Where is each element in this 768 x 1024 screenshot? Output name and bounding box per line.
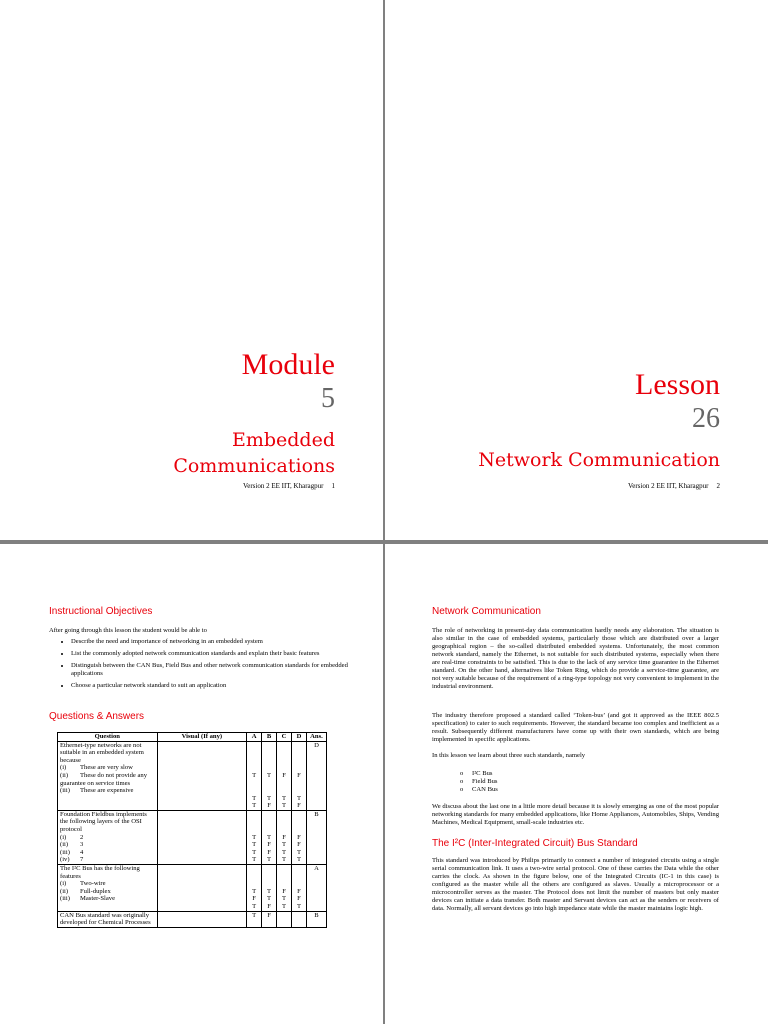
module-number: 5: [321, 383, 335, 414]
truth-value: T: [282, 895, 287, 903]
page-number: 1: [331, 482, 335, 490]
spacer: [264, 865, 274, 888]
module-title: Module: [241, 348, 335, 381]
truth-value: T: [252, 848, 257, 856]
truth-value: F: [297, 841, 301, 849]
qa-table: [57, 732, 327, 928]
network-para-4: We discuss about the last one in a little more detail because it is slowly emerging as one of the most popular networking standards for many embedded applications, like Home Appliances, Automobiles, Ships, Vending Machines, Medical Equipment, small-scale industries etc.: [432, 803, 719, 826]
question-text: Foundation Fieldbus implements the following layers of the OSI protocol: [60, 810, 147, 833]
question-cell: [58, 911, 158, 927]
truth-value: T: [267, 833, 272, 841]
option-text: These are expensive: [80, 787, 134, 795]
objective-item: • List the commonly adopted network communication standards and explain their basic features: [71, 650, 361, 658]
truth-value: F: [282, 887, 286, 895]
question-option: [60, 772, 155, 787]
question-option: [60, 880, 155, 888]
page-1: [0, 0, 383, 540]
truth-value: F: [282, 833, 286, 841]
truth-value: T: [252, 794, 257, 802]
module-subtitle: [173, 427, 335, 479]
question-text: The I²C Bus has the following features: [60, 864, 140, 880]
truth-value: T: [282, 902, 287, 910]
page-footer: [620, 482, 720, 490]
option-label: (i): [60, 764, 67, 772]
truth-value: T: [282, 841, 287, 849]
spacer: [264, 742, 274, 772]
truth-cell: [277, 911, 292, 927]
answer-cell: D: [306, 741, 326, 810]
truth-value: T: [252, 802, 257, 810]
option-label: (iii): [60, 895, 70, 903]
truth-value: F: [252, 895, 256, 903]
truth-value: T: [267, 856, 272, 864]
module-subtitle-line1: Embedded: [231, 429, 335, 451]
list-item: o Field Bus: [472, 778, 498, 786]
lesson-number: 26: [692, 403, 720, 434]
option-text: Two-wire: [80, 880, 106, 888]
truth-value: T: [252, 856, 257, 864]
truth-value: T: [282, 802, 287, 810]
truth-value: T: [252, 771, 257, 779]
spacer: [249, 865, 259, 888]
visual-cell: [157, 810, 247, 864]
objective-item: • Distinguish between the CAN Bus, Field Bus and other network communication standards for embedded applications: [71, 662, 361, 678]
truth-value: F: [282, 771, 286, 779]
objectives-list: [49, 638, 361, 694]
visual-cell: [157, 864, 247, 911]
col-header: C: [277, 733, 292, 742]
truth-cell: [262, 864, 277, 911]
truth-value: T: [282, 848, 287, 856]
option-text: Master-Slave: [80, 895, 116, 903]
truth-value: T: [252, 902, 257, 910]
truth-value: F: [267, 902, 271, 910]
module-subtitle-line2: Communications: [173, 455, 335, 477]
answer-cell: B: [306, 911, 326, 927]
list-item: o CAN Bus: [472, 786, 498, 794]
answer-cell: A: [306, 864, 326, 911]
objective-item: • Choose a particular network standard to suit an application: [71, 682, 361, 690]
col-header: Ans.: [306, 733, 326, 742]
truth-cell: [247, 864, 262, 911]
truth-value: F: [297, 802, 301, 810]
footer-text: Version 2 EE IIT, Kharagpur: [627, 482, 709, 490]
truth-cell: [247, 741, 262, 810]
truth-value: F: [267, 841, 271, 849]
option-text: Full-duplex: [80, 887, 111, 895]
network-para-1: The role of networking in present-day data communication hardly needs any elaboration. The situation is also similar in the case of embedded systems, particularly those which are distributed over a larger geographical region – the so-called distributed embedded systems. Unfortunately, the most common network standard, namely the Ethernet, is not suitable for such distributed systems, especially when there are real-time constraints to be satisfied. This is due to the lack of any service time guarantee in the Ethernet standard. On the other hand, alternatives like Token Ring, which do provide a service-time guarantee, are not very suitable because of the requirement of a ring-type topology not very convenient to implement in the industrial environment.: [432, 627, 719, 690]
truth-cell: [277, 810, 292, 864]
spacer: [279, 811, 289, 834]
truth-value: T: [267, 887, 272, 895]
qa-heading: Questions & Answers: [49, 711, 145, 722]
visual-cell: [157, 911, 247, 927]
question-option: [60, 849, 155, 857]
col-header: A: [247, 733, 262, 742]
footer-text: Version 2 EE IIT, Kharagpur: [242, 482, 324, 490]
page-footer: [235, 482, 335, 490]
list-item: o I²C Bus: [472, 770, 498, 778]
network-heading: Network Communication: [432, 606, 541, 617]
question-text: Ethernet-type networks are not suitable in an embedded system because: [60, 741, 144, 764]
option-label: (ii): [60, 887, 69, 895]
option-text: 7: [80, 856, 84, 864]
truth-value: F: [267, 848, 271, 856]
spacer: [279, 865, 289, 888]
table-header-row: [58, 733, 327, 742]
option-label: (iv): [60, 856, 70, 864]
option-label: (iii): [60, 787, 70, 795]
option-text: 3: [80, 841, 84, 849]
table-row: [58, 741, 327, 810]
option-text: 4: [80, 848, 84, 856]
lesson-subtitle: Network Communication: [478, 449, 720, 471]
truth-cell: [277, 864, 292, 911]
spacer: [249, 742, 259, 772]
truth-cell: [292, 864, 307, 911]
network-para-3: In this lesson we learn about three such standards, namely: [432, 752, 586, 759]
page-2: [385, 0, 768, 540]
option-label: (i): [60, 880, 67, 888]
visual-cell: [157, 741, 247, 810]
truth-value: T: [296, 848, 301, 856]
objective-item: • Describe the need and importance of networking in an embedded system: [71, 638, 361, 646]
truth-value: T: [267, 794, 272, 802]
i2c-heading: The I²C (Inter-Integrated Circuit) Bus Standard: [432, 838, 638, 849]
answer-cell: B: [306, 810, 326, 864]
truth-value: F: [267, 911, 271, 919]
spacer: [249, 811, 259, 834]
col-header: B: [262, 733, 277, 742]
spacer: [294, 811, 304, 834]
truth-value: T: [267, 895, 272, 903]
question-option: [60, 888, 155, 896]
spacer: [294, 742, 304, 772]
question-cell: [58, 864, 158, 911]
truth-cell: [292, 810, 307, 864]
spacer: [264, 811, 274, 834]
question-option: [60, 841, 155, 849]
truth-value: T: [252, 833, 257, 841]
question-option: [60, 856, 155, 864]
standards-list: [452, 770, 498, 794]
option-text: 2: [80, 833, 84, 841]
option-label: (ii): [60, 841, 69, 849]
question-option: [60, 834, 155, 842]
option-label: (ii): [60, 771, 69, 779]
truth-value: T: [267, 771, 272, 779]
truth-value: T: [252, 841, 257, 849]
truth-value: F: [297, 833, 301, 841]
truth-value: T: [296, 794, 301, 802]
truth-cell: [292, 911, 307, 927]
question-option: [60, 895, 155, 903]
truth-value: F: [297, 887, 301, 895]
truth-value: T: [282, 856, 287, 864]
truth-cell: [262, 741, 277, 810]
question-cell: [58, 741, 158, 810]
i2c-para: This standard was introduced by Philips primarily to connect a number of integrated circuits using a single serial communication link. It uses a two-wire serial protocol. One of these carries the Data while the other carries the clock. As shown in the figure below, one of the Integrated Circuits (IC-1 in this case) is configured as the master while all the others are configured as slaves. Usually a microprocessor or a microcontroller serves as the master. The Protocol does not limit the number of masters but only master devices can initiate a data transfer. Both master and Servant devices can act as the senders or receivers of data. Normally, all servant devices go into high impedance state while the master maintains logic high.: [432, 857, 719, 912]
table-row: [58, 864, 327, 911]
option-text: These do not provide any guarantee on service times: [60, 771, 148, 787]
option-text: These are very slow: [80, 764, 133, 772]
truth-cell: [292, 741, 307, 810]
table-row: [58, 911, 327, 927]
truth-value: T: [252, 887, 257, 895]
lesson-title: Lesson: [635, 368, 720, 401]
col-header: Visual (If any): [157, 733, 247, 742]
truth-value: T: [282, 794, 287, 802]
truth-value: T: [296, 902, 301, 910]
question-option: [60, 787, 155, 795]
spacer: [294, 865, 304, 888]
col-header: Question: [58, 733, 158, 742]
page-number: 2: [716, 482, 720, 490]
truth-cell: [277, 741, 292, 810]
spacer: [279, 742, 289, 772]
question-option: [60, 764, 155, 772]
truth-value: T: [252, 911, 257, 919]
truth-value: T: [296, 856, 301, 864]
question-cell: [58, 810, 158, 864]
objectives-intro: After going through this lesson the student would be able to: [49, 627, 207, 634]
truth-cell: [262, 911, 277, 927]
truth-value: F: [267, 802, 271, 810]
col-header: D: [292, 733, 307, 742]
truth-value: F: [297, 771, 301, 779]
truth-cell: [262, 810, 277, 864]
table-row: [58, 810, 327, 864]
objectives-heading: Instructional Objectives: [49, 606, 153, 617]
option-label: (i): [60, 833, 67, 841]
network-para-2: The industry therefore proposed a standard called ‘Token-bus’ (and got it approved as the IEEE 802.5 specification) to cater to such requirements. However, the standard became too complex and inefficient as a result. Subsequently different manufacturers have come up with their own standards, which are being implemented in specific applications.: [432, 712, 719, 743]
question-text: CAN Bus standard was originally developed for Chemical Processes: [60, 911, 151, 927]
option-label: (iii): [60, 848, 70, 856]
truth-cell: [247, 810, 262, 864]
truth-cell: [247, 911, 262, 927]
truth-value: F: [297, 895, 301, 903]
